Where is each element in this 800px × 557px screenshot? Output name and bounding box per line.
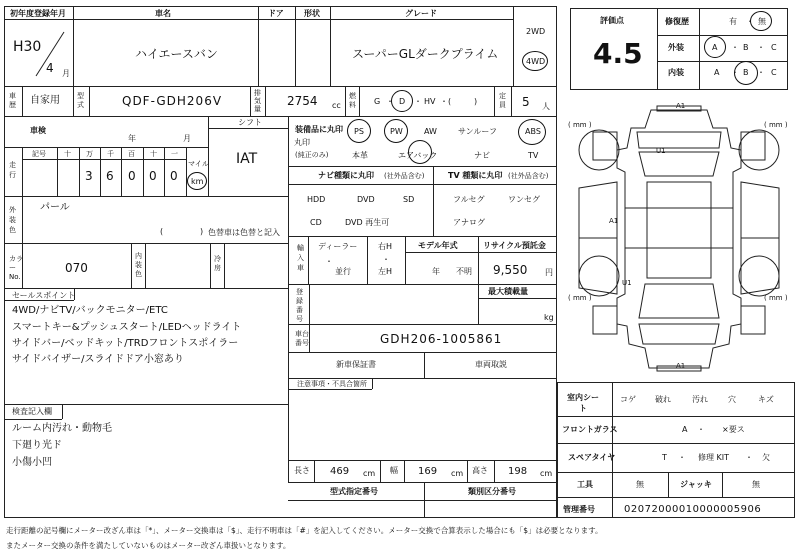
drive-4wd: 4WD [526,57,546,66]
exterior-a: A [712,43,718,52]
navi-sub: (社外品含む) [384,172,425,180]
dims-width: 169 [418,466,438,477]
body-history-label: 車歴 [9,92,16,109]
fuel-d-circle [391,90,413,112]
footer-line-1: またメーター交換の条件を満たしていないものはメーター改ざん車扱いとなります。 [6,541,291,550]
repair-label: 修復歴 [665,17,689,26]
equip-pw-circle [384,119,408,143]
fuel-other-close: ) [474,97,478,106]
grade-label: グレード [405,9,437,18]
capacity-label: 定員 [499,92,506,109]
reg-no-label: 登録番号 [296,288,303,323]
damage-code-4: A1 [676,362,686,370]
mm-label-1: ( mm ) [764,121,788,129]
equip-airbag-circle [408,140,432,164]
car-name-value: ハイエースバン [135,47,218,61]
inspection-label: 車検 [30,126,46,135]
inspector-line-0: ルーム内汚れ・動物毛 [12,423,112,434]
reg-era-year: H30 [13,39,42,55]
shape-label: 形状 [304,9,320,18]
equip-aw: AW [424,127,437,136]
recycle-value: 9,550 [493,263,528,277]
cooling-label: 冷房 [214,255,221,272]
tools-label: 工具 [577,480,593,489]
dims-height-label: 高さ [472,466,488,475]
reg-month: 4 [46,61,54,75]
inspector-line-2: 小傷小凹 [12,457,52,468]
equip-abs-circle [518,119,546,145]
mgmt-value: 02072000010000005906 [624,504,762,515]
interior-c: C [771,68,777,77]
equip-leather: 本革 [352,151,368,160]
jack-value: 無 [752,480,760,489]
dims-length-label: 長さ [294,466,310,475]
dims-height-unit: cm [540,469,553,478]
damage-code-1: U1 [656,147,666,155]
mileage-unit-4: 十 [150,150,157,158]
mileage-mile: マイル [188,160,209,168]
recycle-label: リサイクル預託金 [483,241,546,250]
model-label: 型式 [77,92,84,109]
interior-sep2: ・ [757,68,765,77]
rating-value: 4.5 [593,37,643,70]
dims-width-unit: cm [451,469,464,478]
color-no-label: カラーNo. [9,255,23,281]
dims-width-label: 幅 [390,466,398,475]
tire-rear-left [579,256,619,296]
type-designation-label: 型式指定番号 [330,487,378,496]
equip-ps-circle [347,119,371,143]
mileage-km: km [191,177,204,186]
spare-t: T [662,453,667,462]
sheet-opt-2: 汚れ [692,395,708,404]
damage-code-2: A1 [609,217,619,225]
tire-front-left [579,130,619,170]
navi-dvd-play: DVD 再生可 [345,218,390,227]
rating-label: 評価点 [600,16,624,25]
sheet-opt-4: キズ [758,395,774,404]
navi-label: ナビ種類に丸印 [318,171,374,180]
mm-label-2: ( mm ) [568,294,592,302]
body-history-value: 自家用 [30,95,60,106]
mileage-digit-4: 0 [170,169,178,183]
fuel-hv: HV [424,97,436,106]
model-value: QDF-GDH206V [122,94,223,108]
equipment-label: 装備品に丸印 [295,125,343,134]
interior-b: B [743,68,749,77]
interior-color-label: 内装色 [135,252,142,278]
warranty-manual: 車両取説 [475,360,507,369]
tv-sub: (社外品含む) [508,172,549,180]
footer-line-0: 走行距離の記号欄にメーター改ざん車は「*」、メーター交換車は「$」、走行不明車は「#」を記入してください。メーター交換で合算表示した場合にも「$」は必要となります。 [6,526,603,535]
spare-label: スペアタイヤ [568,453,616,462]
windshield-sep: ・ [697,425,705,434]
interior-label: 内装 [668,68,684,77]
tv-oneseg: ワンセグ [508,195,540,204]
navi-dvd: DVD [357,195,375,204]
equip-tv: TV [528,151,539,160]
tv-fullseg: フルセグ [453,195,485,204]
door-label: ドア [268,9,284,18]
model-year-label: モデル年式 [418,241,458,250]
sales-line-2: サイドバー/ベッドキット/TRDフロントスポイラー [12,338,239,349]
handle-dot: ・ [382,255,390,264]
equip-sunroof: サンルーフ [458,127,497,136]
color-value: パール [40,202,70,213]
import-dealer: ディーラー [318,242,358,251]
interior-sheet-label: 室内シート [567,393,599,413]
import-label: 輸入車 [297,244,304,272]
tools-value: 無 [636,480,644,489]
shift-value: IAT [236,151,258,167]
mileage-digit-0: 3 [85,169,93,183]
first-reg-label: 初年度登録年月 [10,9,66,18]
tv-analog: アナログ [453,218,485,227]
mileage-unit-2: 千 [107,150,114,158]
repair-sep: ・ [746,17,754,26]
recycle-unit: 円 [545,268,553,277]
reg-month-unit: 月 [62,69,70,78]
spare-sep2: ・ [745,453,753,462]
navi-cd: CD [310,218,322,227]
spare-none: 欠 [762,453,770,462]
tire-front-right [739,130,779,170]
interior-a: A [714,68,720,77]
mileage-digit-2: 0 [128,169,136,183]
mileage-digit-1: 6 [106,169,114,183]
color-note-close: ) [200,227,204,236]
exterior-sep2: ・ [757,43,765,52]
displacement-label: 排気量 [254,89,261,113]
mileage-unit-3: 百 [128,150,135,158]
equip-abs: ABS [525,127,541,136]
diagram-body [579,106,779,371]
windshield-a: A [682,425,688,434]
car-name-label: 車名 [155,9,171,18]
displacement-unit: cc [332,101,341,110]
grade-value: スーパーGLダークプライム [352,47,499,61]
fuel-sep-2: ・ [414,97,422,106]
chassis-label: 車台番号 [295,330,309,347]
spare-kit: 修理 KIT [698,453,730,462]
sheet-opt-3: 穴 [728,395,736,404]
displacement-value: 2754 [287,94,318,108]
dims-length-unit: cm [363,469,376,478]
equip-pw: PW [390,127,403,136]
max-load-label: 最大積載量 [488,287,528,296]
interior-b-circle [734,61,758,85]
equipment-label-2: 丸印 [294,138,310,147]
fuel-g: G [374,97,381,106]
color-no-value: 070 [65,261,88,275]
chassis-value: GDH206-1005861 [380,332,503,346]
inspector-line-1: 下廻り光ド [12,440,62,451]
dims-height: 198 [508,466,528,477]
fuel-sep-1: ・ [386,97,394,106]
windshield-need: ×要ス [722,425,745,434]
fuel-d: D [399,97,406,106]
notes-label: 注意事項・不具合箇所 [297,380,367,388]
mileage-unit-1: 万 [86,150,93,158]
equip-airbag: エアバック [398,151,438,160]
color-label: 外装色 [9,206,16,234]
damage-code-3: U1 [622,279,632,287]
dims-length: 469 [330,466,350,477]
mileage-unit-0: 十 [64,150,71,158]
import-parallel: 並行 [335,267,351,276]
sheet-opt-0: コゲ [620,395,636,404]
mileage-km-circle [187,172,207,190]
mileage-label: 走行 [9,161,16,179]
jack-label: ジャッキ [680,480,712,489]
capacity-value: 5 [522,95,530,109]
exterior-label: 外装 [668,43,684,52]
capacity-unit: 人 [542,102,550,111]
navi-sd: SD [403,195,415,204]
color-note-open: ( [160,227,164,236]
mileage-digit-3: 0 [149,169,157,183]
repair-no: 無 [758,17,766,26]
equip-navi: ナビ [474,151,490,160]
fuel-label: 燃料 [349,92,356,109]
mgmt-label: 管理番号 [563,505,595,514]
drive-4wd-circle [522,51,548,71]
equipment-sub: (純正のみ) [295,151,329,159]
shift-label: シフト [238,118,262,127]
inspection-month-unit: 月 [183,134,191,143]
model-year-unit: 年 [432,267,440,276]
exterior-sep1: ・ [731,43,739,52]
mm-label-0: ( mm ) [568,121,592,129]
exterior-b: B [743,43,749,52]
sales-line-1: スマートキー&プッシュスタート/LEDヘッドライト [12,322,242,333]
inspection-year-unit: 年 [128,134,136,143]
sales-line-0: 4WD/ナビTV/バックモニター/ETC [12,305,168,316]
repair-yes: 有 [729,17,737,26]
sales-line-3: サイドバイザー/スライドドア小窓あり [12,354,184,365]
mileage-symbol-label: 記号 [32,150,46,158]
car-damage-diagram [563,98,795,378]
damage-code-0: A1 [676,102,686,110]
warranty-new: 新車保証書 [336,360,376,369]
tv-label: TV 種類に丸印 [448,171,503,180]
handle-left: 左H [378,267,393,276]
handle-right: 右H [378,242,393,251]
equip-ps: PS [354,127,364,136]
sheet-opt-1: 破れ [655,395,671,404]
inspector-label: 検査記入欄 [12,407,52,416]
drive-2wd: 2WD [526,27,546,36]
repair-no-circle [750,11,772,31]
model-year-unknown: 不明 [456,267,472,276]
mm-label-3: ( mm ) [764,294,788,302]
exterior-c: C [771,43,777,52]
class-number-label: 類別区分番号 [468,487,516,496]
interior-sep1: ・ [731,68,739,77]
sales-label: セールスポイント [12,291,76,300]
spare-sep1: ・ [678,453,686,462]
max-load-unit: kg [544,313,554,322]
navi-hdd: HDD [307,195,326,204]
color-note: 色替車は色替と記入 [208,228,280,237]
fuel-other: ・( [440,97,452,106]
exterior-a-circle [704,36,726,58]
import-dot: ・ [325,257,333,266]
windshield-label: フロントガラス [562,425,618,434]
mileage-unit-5: 一 [171,150,178,158]
tire-rear-right [739,256,779,296]
